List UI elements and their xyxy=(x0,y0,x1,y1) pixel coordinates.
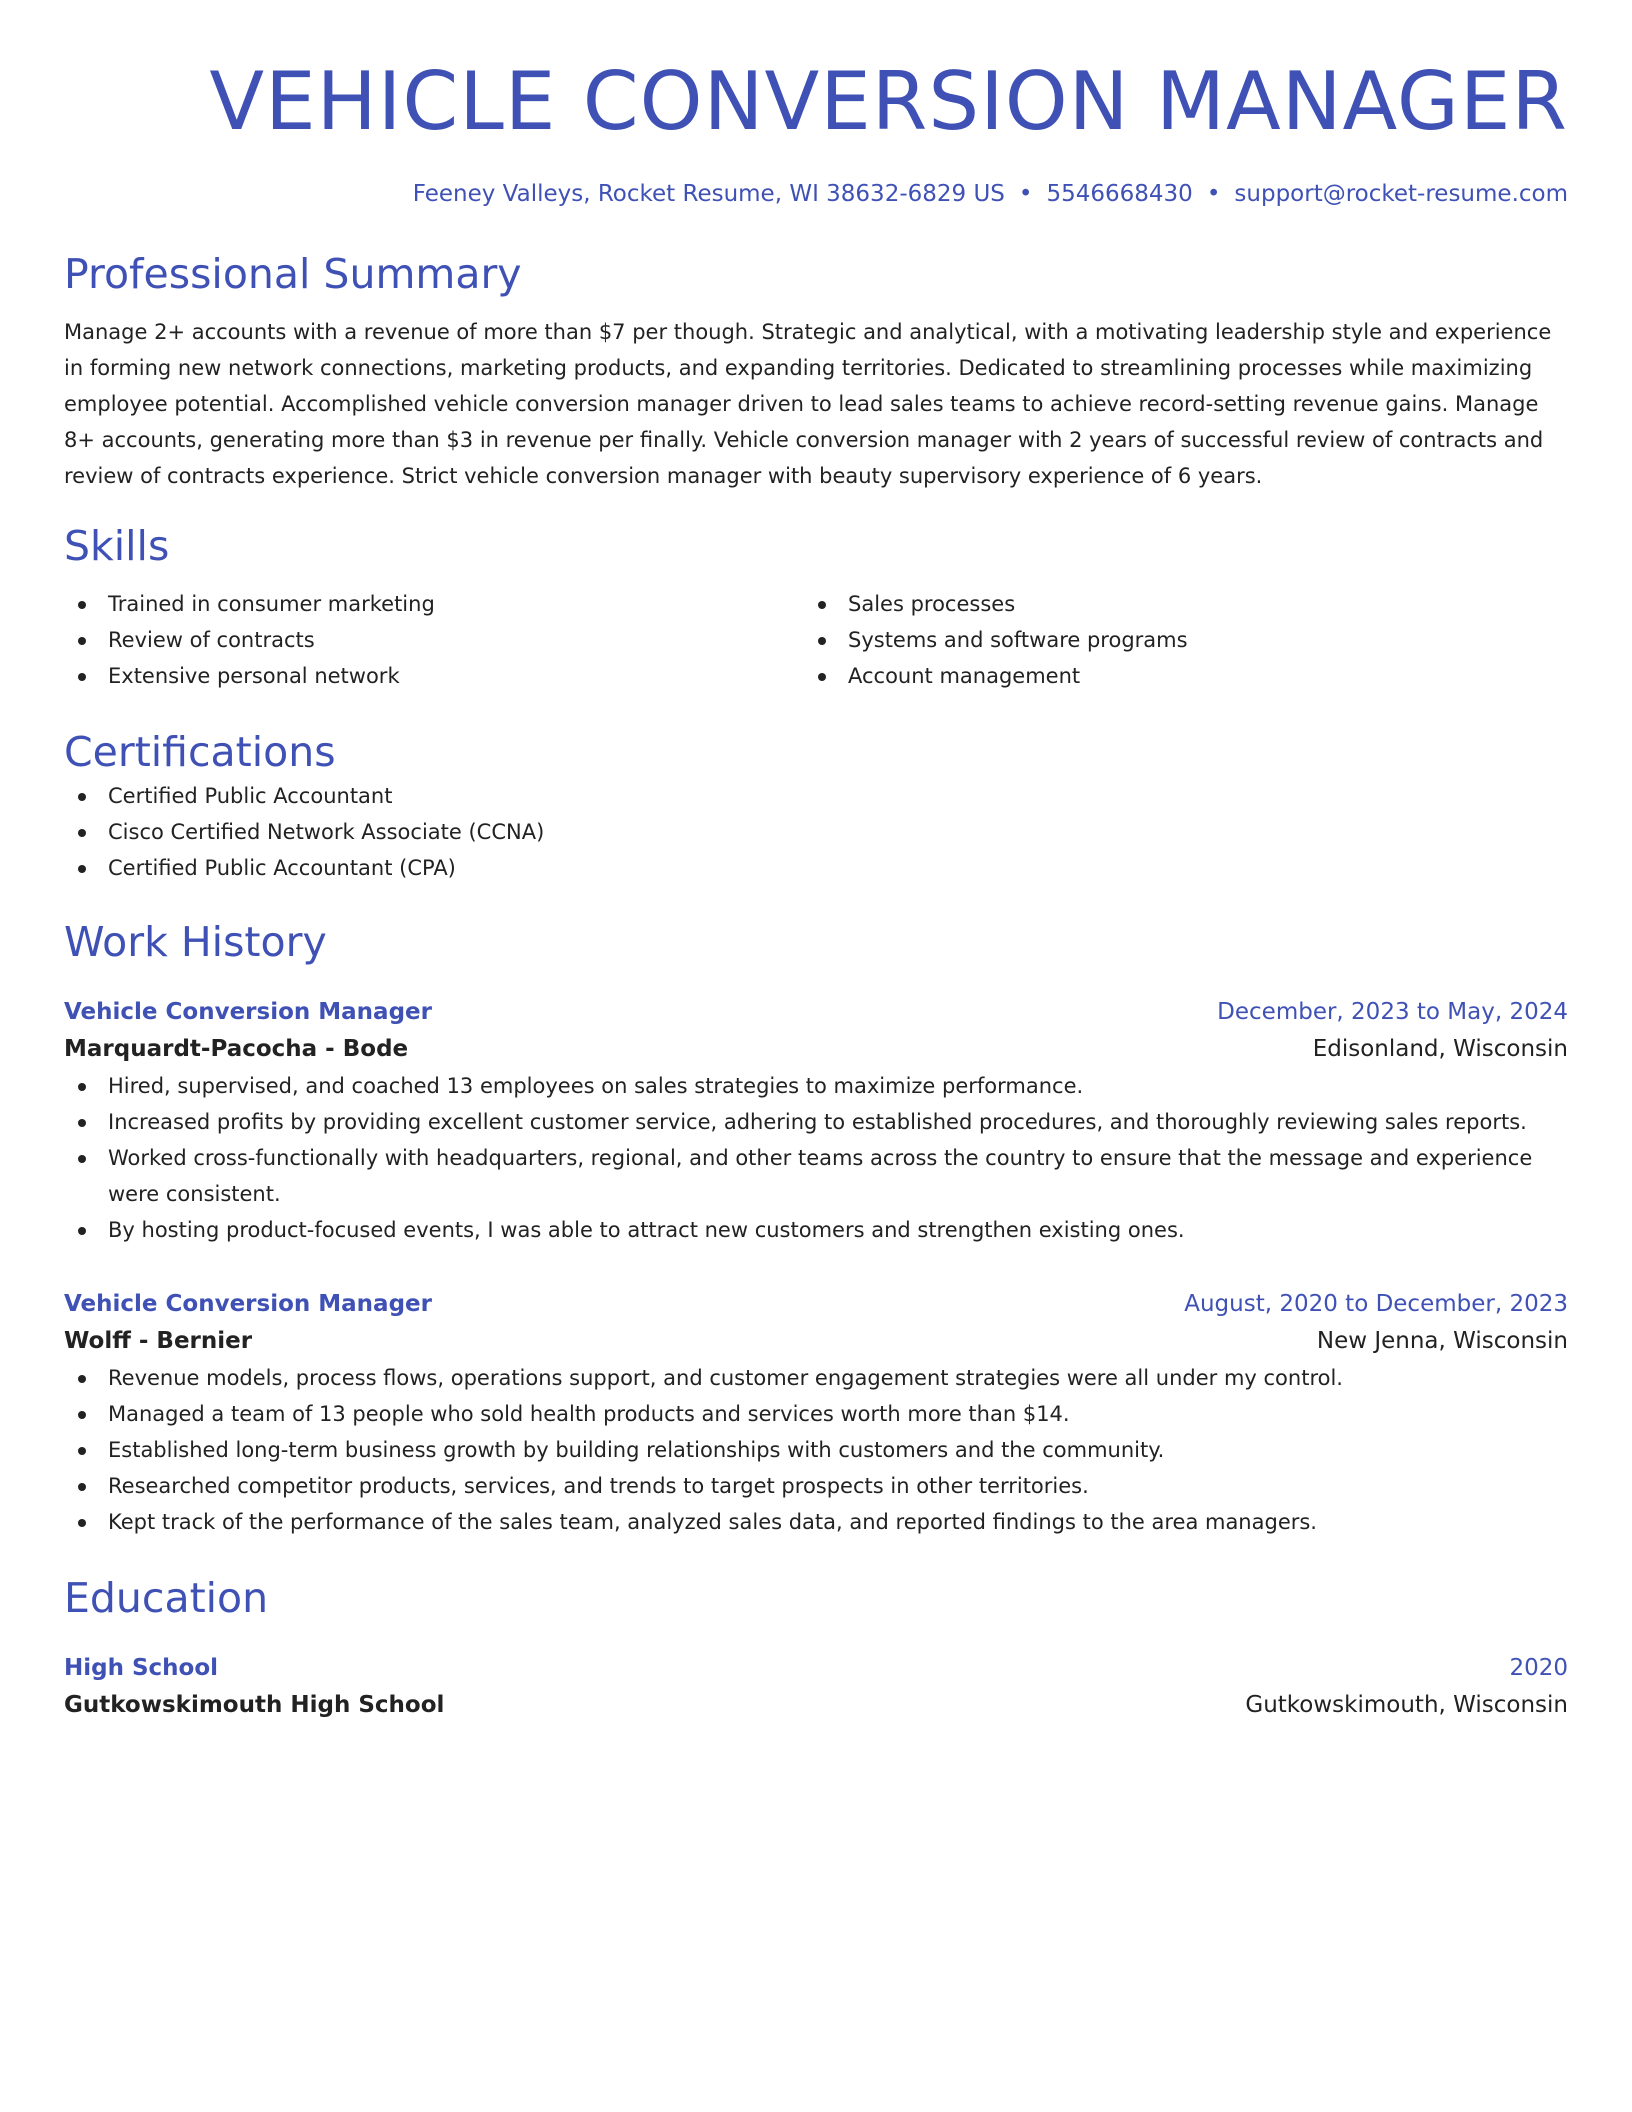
contact-email: support@rocket-resume.com xyxy=(1234,181,1568,207)
bullet-dot-icon xyxy=(78,1155,86,1163)
job-bullet: Revenue models, process flows, operations support, and customer engagement strategies were all under my control. xyxy=(64,1360,1568,1396)
contact-phone: 5546668430 xyxy=(1046,181,1193,207)
summary-text: Manage 2+ accounts with a revenue of more than $7 per though. Strategic and analytical, with a motivating leadership style and experience in forming new network connections, marketing products, and expanding territories. Dedicated to streamlining processes while maximizing employee potential. Accomplished vehicle conversion manager driven to lead sales teams to achieve record-setting revenue gains. Manage 8+ accounts, generating more than $3 in revenue per finally. Vehicle conversion manager with 2 years of successful review of contracts and review of contracts experience. Strict vehicle conversion manager with beauty supervisory experience of 6 years. xyxy=(64,320,1552,488)
education-school-row xyxy=(64,1686,1568,1724)
bullet-dot-icon xyxy=(78,673,86,681)
certification-item: Certified Public Accountant (CPA) xyxy=(64,850,1568,886)
job-header-row xyxy=(64,1286,1568,1322)
bullet-dot-icon xyxy=(78,1447,86,1455)
contact-line xyxy=(64,176,1568,212)
certifications-heading: Certifications xyxy=(64,728,336,776)
job-bullet: By hosting product-focused events, I was able to attract new customers and strengthen existing ones. xyxy=(64,1212,1568,1248)
work-history-heading: Work History xyxy=(64,918,327,966)
skills-list-left xyxy=(64,586,804,694)
job-header-row xyxy=(64,994,1568,1030)
skills-column-left xyxy=(64,586,804,694)
bullet-dot-icon xyxy=(78,865,86,873)
bullet-dot-icon xyxy=(78,1083,86,1091)
bullet-dot-icon xyxy=(78,793,86,801)
bullet-dot-icon xyxy=(78,1483,86,1491)
skills-list-right xyxy=(804,586,1544,694)
job-entry xyxy=(64,1286,1568,1540)
job-bullet: Researched competitor products, services, and trends to target prospects in other territories. xyxy=(64,1468,1568,1504)
job-bullets xyxy=(64,1360,1568,1540)
education-heading: Education xyxy=(64,1574,269,1622)
education-year: 2020 xyxy=(1509,1655,1568,1681)
skill-item: Extensive personal network xyxy=(64,658,804,694)
bullet-dot-icon xyxy=(78,1119,86,1127)
contact-address: Feeney Valleys, Rocket Resume, WI 38632-6829 US xyxy=(412,181,1005,207)
job-title: Vehicle Conversion Manager xyxy=(64,999,432,1025)
certification-item: Cisco Certified Network Associate (CCNA) xyxy=(64,814,1568,850)
bullet-dot-icon xyxy=(78,1227,86,1235)
bullet-dot-icon xyxy=(78,1519,86,1527)
job-bullets xyxy=(64,1068,1568,1248)
job-company-row xyxy=(64,1322,1568,1360)
bullet-dot-icon xyxy=(78,637,86,645)
job-bullet: Hired, supervised, and coached 13 employees on sales strategies to maximize performance. xyxy=(64,1068,1568,1104)
skills-grid xyxy=(64,586,1568,694)
skill-item: Account management xyxy=(804,658,1544,694)
skill-item: Sales processes xyxy=(804,586,1544,622)
bullet-dot-icon xyxy=(78,1375,86,1383)
skill-item: Review of contracts xyxy=(64,622,804,658)
skill-item: Systems and software programs xyxy=(804,622,1544,658)
bullet-dot-icon xyxy=(78,829,86,837)
certification-item: Certified Public Accountant xyxy=(64,778,1568,814)
education-school: Gutkowskimouth High School xyxy=(64,1692,445,1718)
certifications-list xyxy=(64,778,1568,886)
job-bullet: Worked cross-functionally with headquarters, regional, and other teams across the country to ensure that the message and experience were consistent. xyxy=(64,1140,1568,1212)
job-company-row xyxy=(64,1030,1568,1068)
summary-heading: Professional Summary xyxy=(64,250,522,298)
job-title: Vehicle Conversion Manager xyxy=(64,1291,432,1317)
job-company: Marquardt-Pacocha - Bode xyxy=(64,1036,409,1062)
job-company: Wolff - Bernier xyxy=(64,1328,253,1354)
job-location: Edisonland, Wisconsin xyxy=(1312,1036,1568,1062)
job-bullet: Managed a team of 13 people who sold health products and services worth more than $14. xyxy=(64,1396,1568,1432)
job-bullet: Kept track of the performance of the sales team, analyzed sales data, and reported findings to the area managers. xyxy=(64,1504,1568,1540)
job-location: New Jenna, Wisconsin xyxy=(1316,1328,1568,1354)
bullet-dot-icon xyxy=(818,637,826,645)
bullet-dot-icon xyxy=(78,1411,86,1419)
education-header-row xyxy=(64,1650,1568,1686)
bullet-dot-icon xyxy=(818,673,826,681)
candidate-name: VEHICLE CONVERSION MANAGER xyxy=(209,55,1568,148)
skills-heading: Skills xyxy=(64,522,170,570)
education-degree: High School xyxy=(64,1655,219,1681)
contact-separator: • xyxy=(1206,181,1221,207)
skills-column-right xyxy=(804,586,1544,694)
contact-separator: • xyxy=(1018,181,1033,207)
job-entry xyxy=(64,994,1568,1248)
education-location: Gutkowskimouth, Wisconsin xyxy=(1245,1692,1568,1718)
skill-item: Trained in consumer marketing xyxy=(64,586,804,622)
bullet-dot-icon xyxy=(818,601,826,609)
bullet-dot-icon xyxy=(78,601,86,609)
education-entry xyxy=(64,1650,1568,1724)
job-bullet: Increased profits by providing excellent customer service, adhering to established procedures, and thoroughly reviewing sales reports. xyxy=(64,1104,1568,1140)
job-dates: August, 2020 to December, 2023 xyxy=(1184,1291,1568,1317)
job-dates: December, 2023 to May, 2024 xyxy=(1217,999,1568,1025)
job-bullet: Established long-term business growth by building relationships with customers and the community. xyxy=(64,1432,1568,1468)
